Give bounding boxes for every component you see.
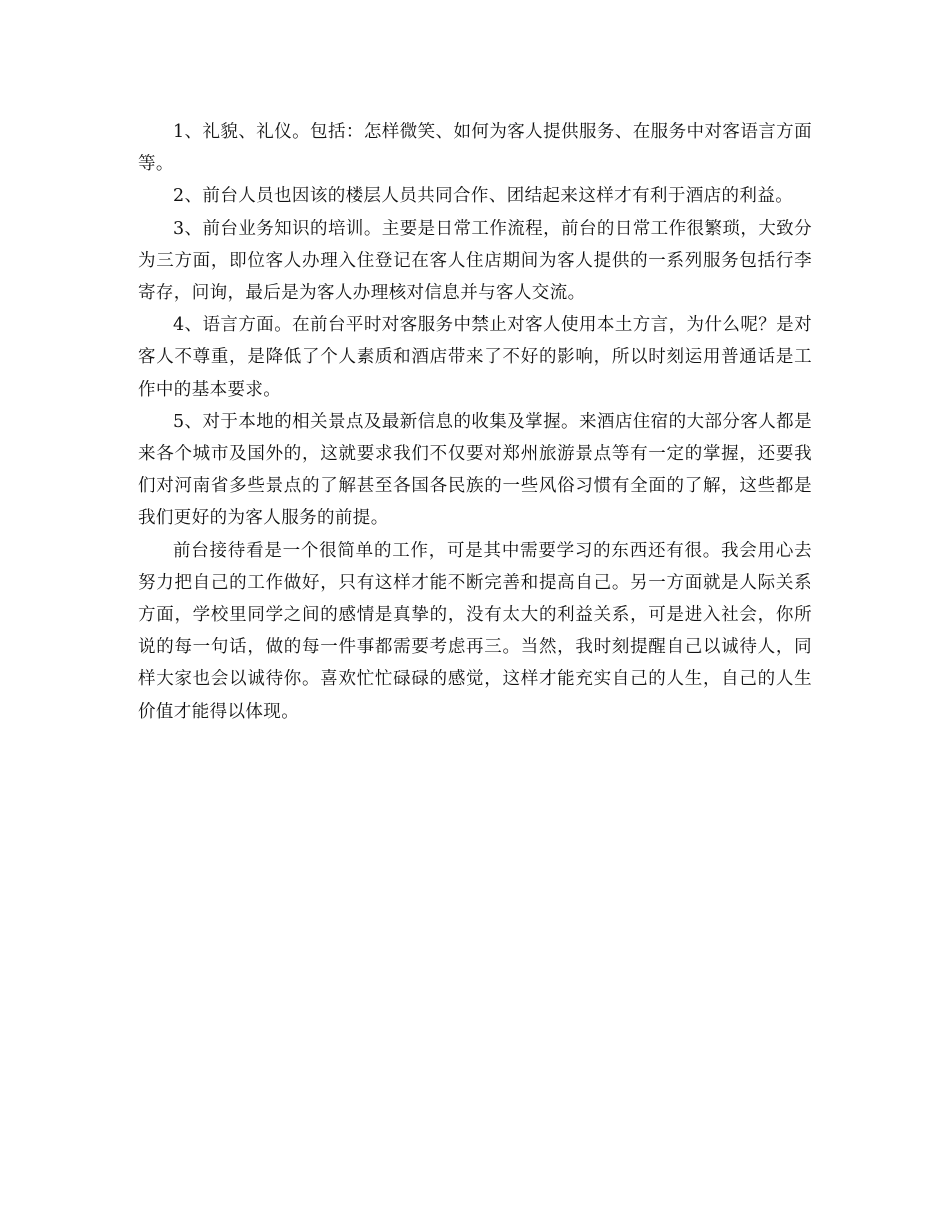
paragraph-reflection: 前台接待看是一个很简单的工作，可是其中需要学习的东西还有很。我会用心去努力把自己的工作做好，只有这样才能不断完善和提高自己。另一方面就是人际关系方面，学校里同学之间的感情是真挚的，没有太大的利益关系，可是进入社会，你所说的每一句话，做的每一件事都需要考虑再三。当然，我时刻提醒自己以诚待人，同样大家也会以诚待你。喜欢忙忙碌碌的感觉，这样才能充实自己的人生，自己的人生价值才能得以体现。 — [138, 540, 812, 722]
paragraph-etiquette: 1、礼貌、礼仪。包括：怎样微笑、如何为客人提供服务、在服务中对客语言方面等。 — [138, 122, 812, 175]
paragraph-business-training: 3、前台业务知识的培训。主要是日常工作流程，前台的日常工作很繁琐，大致分为三方面，即位客人办理入住登记在客人住店期间为客人提供的一系列服务包括行李寄存，问询，最后是为客人办理核对信息并与客人交流。 — [138, 218, 812, 304]
paragraph-local-info: 5、对于本地的相关景点及最新信息的收集及掌握。来酒店住宿的大部分客人都是来各个城市及国外的，这就要求我们不仅要对郑州旅游景点等有一定的掌握，还要我们对河南省多些景点的了解甚至各国各民族的一些风俗习惯有全面的了解，这些都是我们更好的为客人服务的前提。 — [138, 411, 812, 529]
paragraph-cooperation: 2、前台人员也因该的楼层人员共同合作、团结起来这样才有利于酒店的利益。 — [173, 186, 794, 207]
document-body — [138, 116, 812, 728]
paragraph-language: 4、语言方面。在前台平时对客服务中禁止对客人使用本土方言，为什么呢？是对客人不尊重，是降低了个人素质和酒店带来了不好的影响，所以时刻运用普通话是工作中的基本要求。 — [138, 315, 812, 400]
